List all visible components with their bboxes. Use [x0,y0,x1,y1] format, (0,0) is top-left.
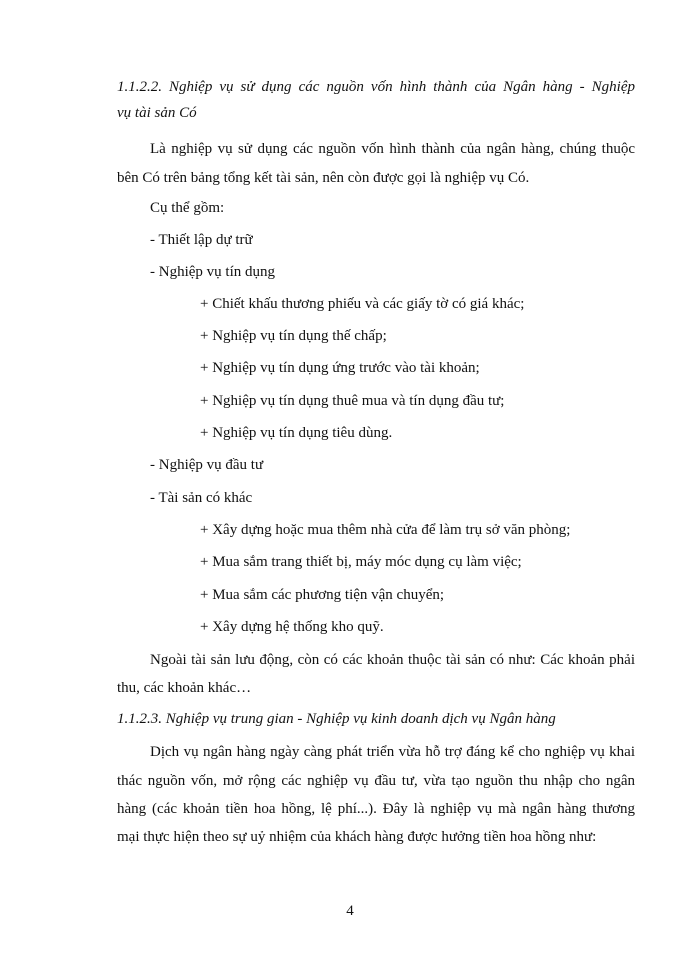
other-asset-subitem: + Xây dựng hoặc mua thêm nhà cửa để làm trụ sở văn phòng; [200,522,571,538]
details-label: Cụ thể gồm: [150,200,225,216]
credit-subitem: + Nghiệp vụ tín dụng thuê mua và tín dụng đầu tư; [200,393,505,409]
list-item-credit: - Nghiệp vụ tín dụng [150,264,275,280]
other-asset-subitem: + Mua sắm trang thiết bị, máy móc dụng cụ làm việc; [200,554,522,570]
intro-paragraph-line-2: bên Có trên bảng tổng kết tài sản, nên còn được gọi là nghiệp vụ Có. [117,170,530,186]
credit-subitem: + Nghiệp vụ tín dụng thế chấp; [200,328,387,344]
intro-paragraph-line-1: Là nghiệp vụ sử dụng các nguồn vốn hình thành của ngân hàng, chúng thuộc [150,141,635,157]
credit-subitem: + Chiết khấu thương phiếu và các giấy tờ có giá khác; [200,296,525,312]
list-item-other-assets: - Tài sản có khác [150,490,253,506]
outro-paragraph-line-1: Ngoài tài sản lưu động, còn có các khoản thuộc tài sản có như: Các khoản phải [150,652,635,668]
body-paragraph-line: Dịch vụ ngân hàng ngày càng phát triển vừa hỗ trợ đáng kể cho nghiệp vụ khai [150,744,635,760]
section-heading-2: 1.1.2.3. Nghiệp vụ trung gian - Nghiệp vụ kinh doanh dịch vụ Ngân hàng [117,711,556,727]
body-paragraph-line: mại thực hiện theo sự uỷ nhiệm của khách hàng được hưởng tiền hoa hồng như: [117,829,597,845]
section-heading-1-line-1: 1.1.2.2. Nghiệp vụ sử dụng các nguồn vốn hình thành của Ngân hàng - Nghiệp [117,79,635,95]
other-asset-subitem: + Xây dựng hệ thống kho quỹ. [200,619,384,635]
body-paragraph-line: hàng (các khoản tiền hoa hồng, lệ phí...). Đây là nghiệp vụ mà ngân hàng thương [117,801,635,817]
page-number: 4 [346,903,354,919]
outro-paragraph-line-2: thu, các khoản khác… [117,680,252,696]
credit-subitem: + Nghiệp vụ tín dụng tiêu dùng. [200,425,393,441]
credit-subitem: + Nghiệp vụ tín dụng ứng trước vào tài khoản; [200,360,480,376]
list-item-reserve: - Thiết lập dự trữ [150,232,253,248]
list-item-investment: - Nghiệp vụ đầu tư [150,457,264,473]
other-asset-subitem: + Mua sắm các phương tiện vận chuyển; [200,587,445,603]
body-paragraph-line: thác nguồn vốn, mở rộng các nghiệp vụ đầu tư, vừa tạo nguồn thu nhập cho ngân [117,773,635,789]
section-heading-1-line-2: vụ tài sản Có [117,105,197,121]
